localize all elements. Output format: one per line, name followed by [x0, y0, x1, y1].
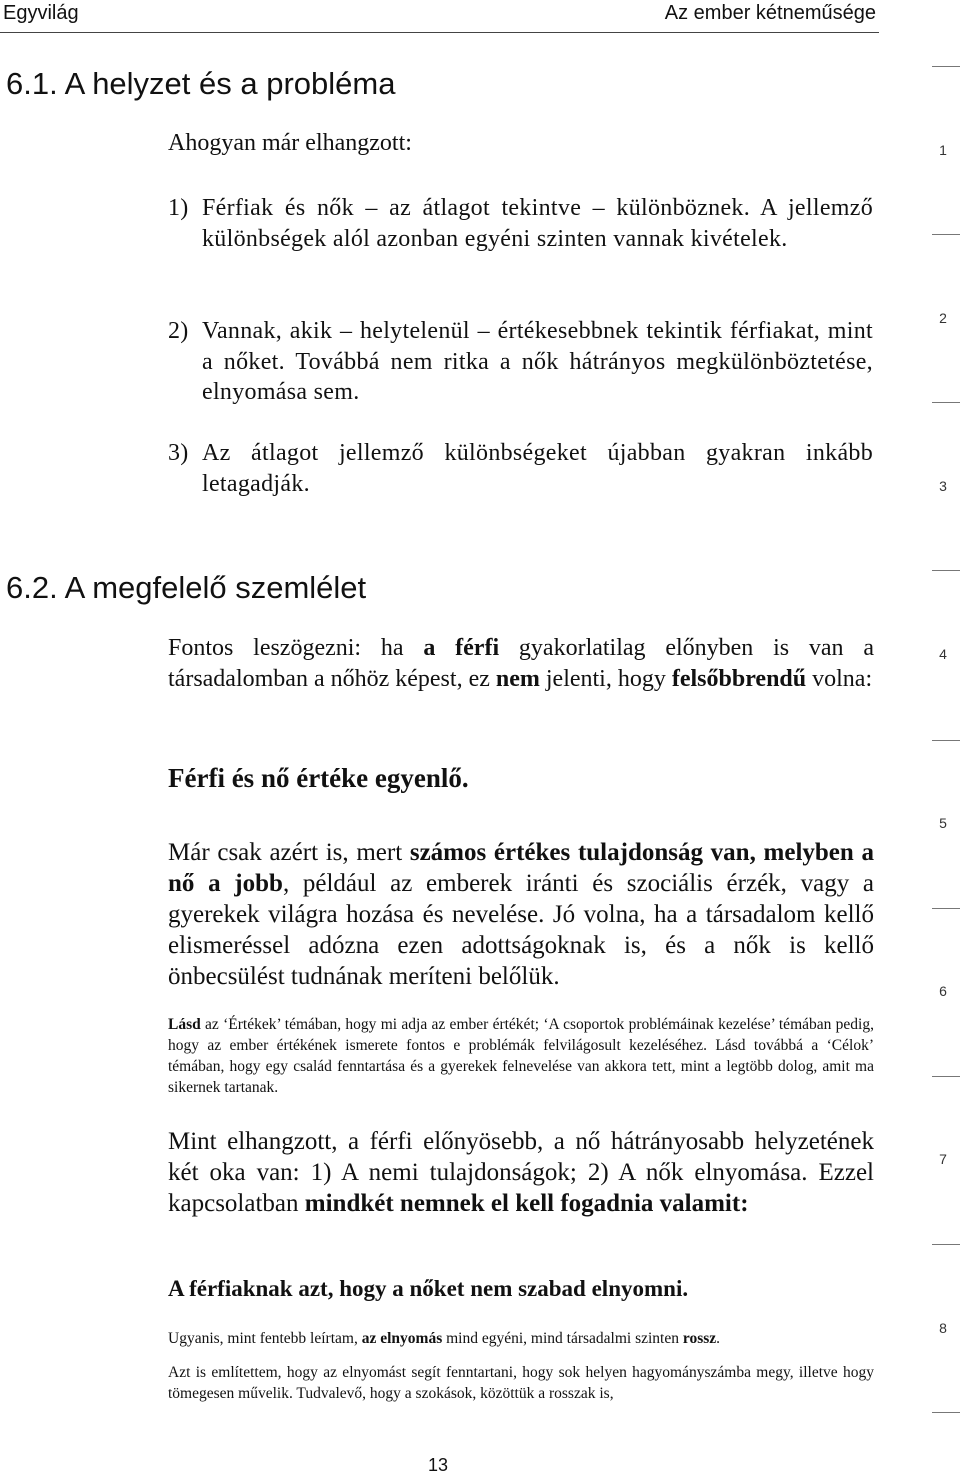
list-item-number: 2)	[168, 318, 189, 344]
ruler-number: 7	[939, 1151, 947, 1167]
text-run: mind egyéni, mind társadalmi szinten	[442, 1330, 683, 1347]
paragraph-oppression	[168, 1328, 874, 1349]
key-statement-men: A férfiaknak azt, hogy a nőket nem szabad elnyomni.	[168, 1276, 689, 1301]
text-run: Mint elhangzott, a férfi előnyösebb, a nő hátrányosabb helyzetének két oka van: 1) A nemi tulajdonságok; 2) A nők elnyomása. Ezzel kapcsolatban	[168, 1128, 874, 1217]
list-item-text: Vannak, akik – helytelenül – értékesebbnek tekintik férfiakat, mint a nőket. Továbbá nem ritka a nők hátrányos megkülönböztetése, elnyomása sem.	[202, 318, 873, 405]
ruler-tick	[932, 1076, 960, 1077]
ruler-number: 5	[939, 815, 947, 831]
page-number: 13	[428, 1455, 449, 1475]
ruler-tick	[932, 234, 960, 235]
ruler-tick	[932, 740, 960, 741]
list-item-text: Férfiak és nők – az átlagot tekintve – különböznek. A jellemző különbségek alól azonban egyéni szinten vannak kivételek.	[202, 195, 873, 252]
ruler-number: 2	[939, 310, 947, 326]
text-run-bold: felsőbbrendű	[671, 665, 807, 692]
text-run: .	[716, 1330, 721, 1347]
reference-note	[168, 1014, 874, 1098]
section-heading-6-2: 6.2. A megfelelő szemlélet	[6, 570, 367, 605]
header-left-title: Egyvilág	[3, 2, 79, 24]
paragraph-intro	[168, 633, 874, 694]
ruler-number: 8	[939, 1320, 947, 1336]
ruler-tick	[932, 908, 960, 909]
section-heading-6-1: 6.1. A helyzet és a probléma	[6, 66, 396, 101]
ruler-tick	[932, 570, 960, 571]
paragraph-traditions: Azt is említettem, hogy az elnyomást segít fenntartani, hogy sok helyen hagyományszámba megy, illetve hogy tömegesen művelik. Tudvalevő, hogy a szokások, közöttük a rosszak is,	[168, 1364, 874, 1402]
text-run: Ugyanis, mint fentebb leírtam,	[168, 1330, 362, 1347]
paragraph-values	[168, 837, 874, 992]
text-run-bold: mindkét nemnek el kell fogadnia valamit:	[304, 1190, 749, 1217]
header-right-title: Az ember kétneműsége	[664, 2, 876, 24]
text-run: Már csak azért is, mert	[168, 839, 410, 866]
text-run: az ‘Értékek’ témában, hogy mi adja az ember értékét; ‘A csoportok problémáinak kezelése’ témában pedig, hogy az ember értékének ismerete fontos e problémák felvilágosult kezeléséhez. Lásd továbbá a ‘Célok’ témában, hogy egy család fenntartása és a gyerekek felnevelése van akkora tett, mint a legtöbb dolog, amit ma sikernek tartanak.	[168, 1016, 874, 1096]
ruler-tick	[932, 1412, 960, 1413]
ruler-tick	[932, 1244, 960, 1245]
ruler-number: 3	[939, 478, 947, 494]
ruler-number: 1	[939, 142, 947, 158]
ruler-tick	[932, 66, 960, 67]
text-run-bold: nem	[495, 665, 540, 692]
text-run-bold: az elnyomás	[361, 1330, 443, 1347]
paragraph-causes	[168, 1126, 874, 1219]
text-run: volna:	[806, 665, 873, 692]
text-run-bold: számos értékes tulajdonság van, melyben a nő a jobb	[168, 839, 874, 897]
ruler-number: 4	[939, 646, 947, 662]
list-item-number: 3)	[168, 440, 189, 466]
text-run-bold: rossz	[682, 1330, 717, 1347]
list-item-text: Az átlagot jellemző különbségeket újabban gyakran inkább letagadják.	[202, 440, 873, 497]
header-divider	[0, 32, 879, 33]
text-run-bold: a férfi	[423, 635, 500, 661]
list-item-number: 1)	[168, 195, 189, 221]
ruler-tick	[932, 402, 960, 403]
text-run: gyakorlatilag előnyben is van a társadalomban a nőhöz képest, ez	[168, 635, 875, 692]
key-statement: Férfi és nő értéke egyenlő.	[168, 763, 469, 793]
ruler-number: 6	[939, 983, 947, 999]
section-lead: Ahogyan már elhangzott:	[168, 130, 412, 156]
text-run: jelenti, hogy	[539, 665, 672, 692]
text-run-bold: Lásd	[168, 1016, 201, 1033]
text-run: Fontos leszögezni: ha	[168, 635, 424, 661]
text-run: , például az emberek iránti és szociális érzék, vagy a gyerekek világra hozása és nevelése. Jó volna, ha a társadalom kellő elismeréssel adózna ezen adottságoknak is, és a nők is kellő önbecsülést tudnának meríteni belőlük.	[168, 870, 874, 990]
